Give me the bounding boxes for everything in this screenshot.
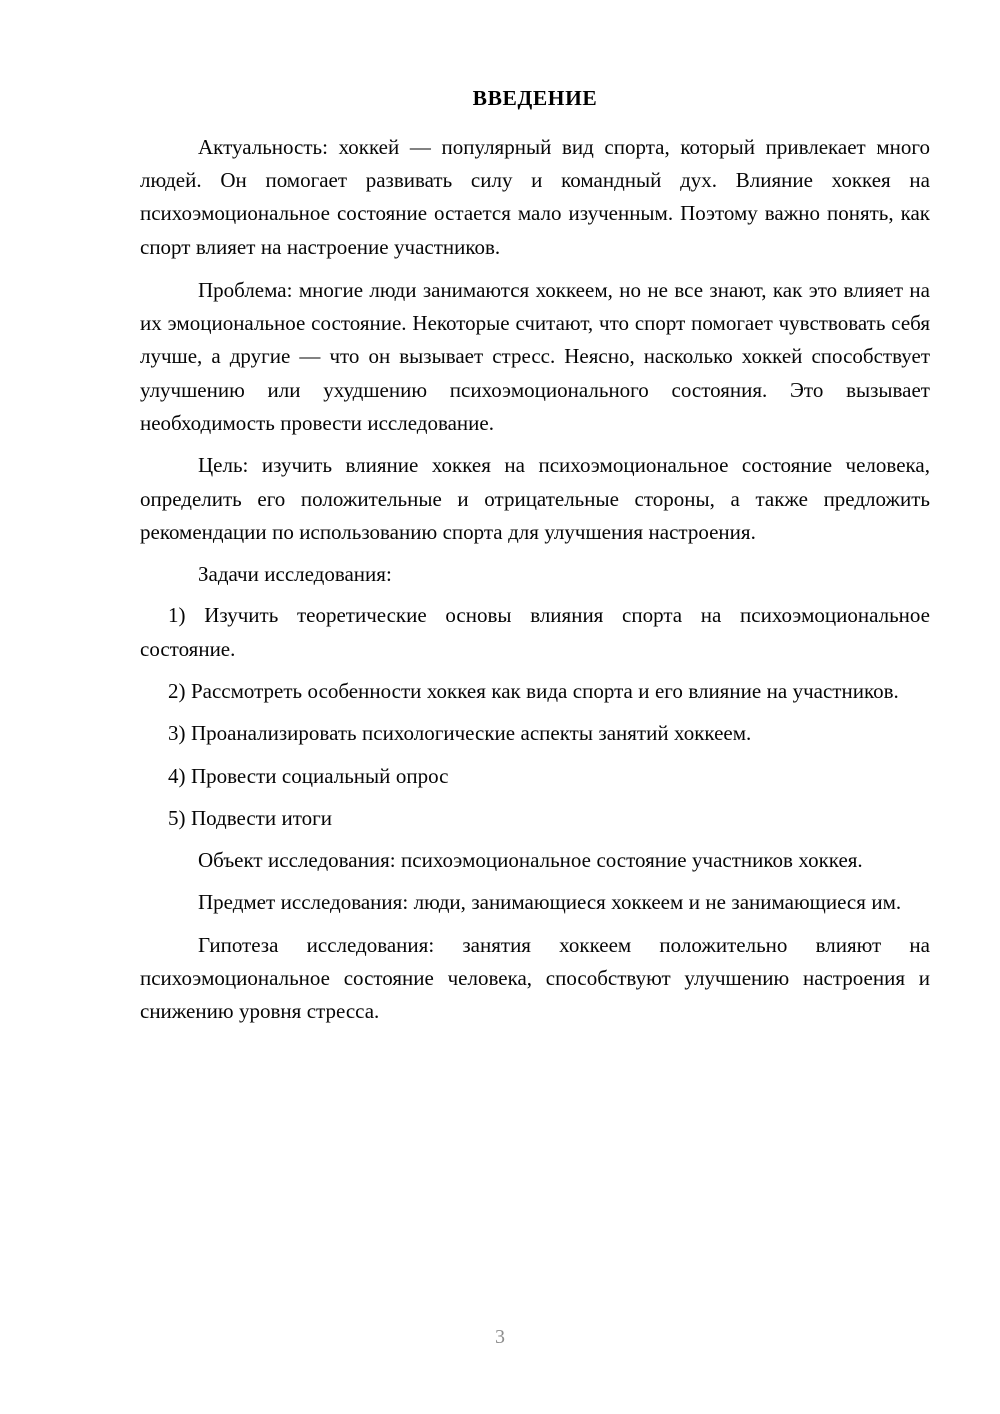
list-item-task-5: 5) Подвести итоги (168, 805, 333, 830)
page-title: ВВЕДЕНИЕ (472, 86, 598, 110)
paragraph-relevance: Актуальность: хоккей — популярный вид спорта, который привлекает много людей. Он помогает развивать силу и командный дух. Влияние хоккея на психоэмоциональное состояние остается мало изученным. Поэтому важно понять, как спорт влияет на настроение участников. (140, 134, 930, 259)
list-item-task-3: 3) Проанализировать психологические аспекты занятий хоккеем. (168, 721, 752, 746)
paragraph-hypothesis: Гипотеза исследования: занятия хоккеем положительно влияют на психоэмоциональное состояние человека, способствуют улучшению настроения и снижению уровня стресса. (140, 932, 930, 1024)
paragraph-object: Объект исследования: психоэмоциональное состояние участников хоккея. (198, 848, 863, 873)
page-number: 3 (495, 1326, 505, 1348)
list-item-task-1: 1) Изучить теоретические основы влияния спорта на психоэмоциональное состояние. (140, 603, 930, 661)
list-item-task-4: 4) Провести социальный опрос (168, 763, 449, 788)
paragraph-goal: Цель: изучить влияние хоккея на психоэмоциональное состояние человека, определить его положительные и отрицательные стороны, а также предложить рекомендации по использованию спорта для улучшения настроения. (140, 453, 930, 544)
paragraph-problem: Проблема: многие люди занимаются хоккеем, но не все знают, как это влияет на их эмоциональное состояние. Некоторые считают, что спорт помогает чувствовать себя лучше, а другие — что он вызывает стресс. Неясно, насколько хоккей способствует улучшению или ухудшению психоэмоционального состояния. Это вызывает необходимость провести исследование. (140, 277, 930, 436)
page-content (140, 86, 930, 1038)
paragraph-tasks-heading: Задачи исследования: (198, 562, 392, 587)
paragraph-subject: Предмет исследования: люди, занимающиеся хоккеем и не занимающиеся им. (198, 890, 902, 915)
list-item-task-2: 2) Рассмотреть особенности хоккея как вида спорта и его влияние на участников. (168, 679, 899, 704)
